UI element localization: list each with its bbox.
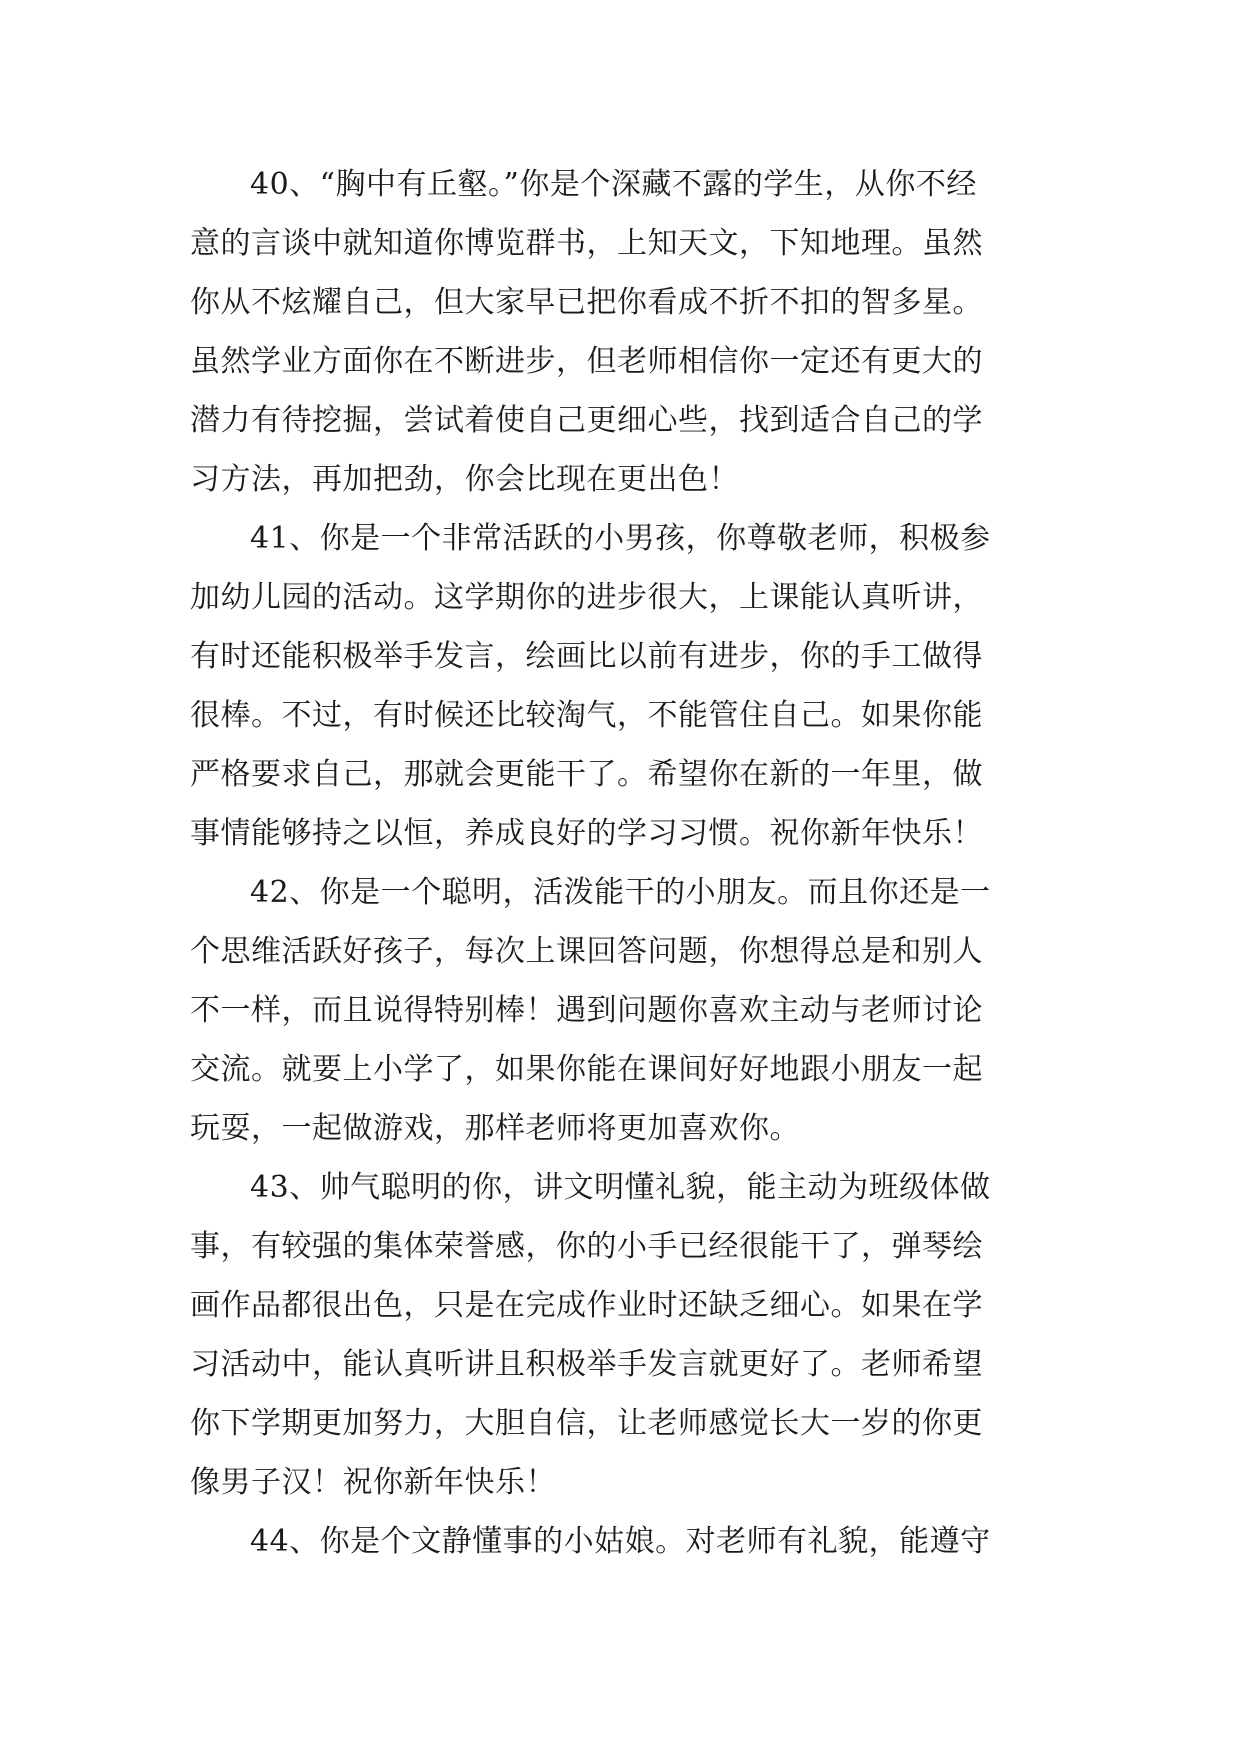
text-line: 个思维活跃好孩子，每次上课回答问题，你想得总是和别人 bbox=[190, 934, 983, 969]
text-line: 画作品都很出色，只是在完成作业时还缺乏细心。如果在学 bbox=[190, 1288, 983, 1323]
text-line: 事情能够持之以恒，养成良好的学习习惯。祝你新年快乐！ bbox=[190, 816, 983, 851]
text-line: 44、你是个文静懂事的小姑娘。对老师有礼貌，能遵守 bbox=[250, 1524, 991, 1559]
text-line: 41、你是一个非常活跃的小男孩，你尊敬老师，积极参 bbox=[250, 521, 991, 556]
paragraph-43 bbox=[190, 1158, 1070, 1512]
text-line: 40、“胸中有丘壑。”你是个深藏不露的学生，从你不经 bbox=[250, 167, 977, 202]
paragraph-44 bbox=[190, 1512, 1070, 1571]
text-line: 交流。就要上小学了，如果你能在课间好好地跟小朋友一起 bbox=[190, 1052, 983, 1087]
text-line: 你下学期更加努力，大胆自信，让老师感觉长大一岁的你更 bbox=[190, 1406, 983, 1441]
paragraph-41 bbox=[190, 509, 1070, 863]
paragraph-40 bbox=[190, 155, 1070, 509]
text-line: 虽然学业方面你在不断进步，但老师相信你一定还有更大的 bbox=[190, 344, 983, 379]
text-line: 不一样，而且说得特别棒！遇到问题你喜欢主动与老师讨论 bbox=[190, 993, 983, 1028]
text-line: 你从不炫耀自己，但大家早已把你看成不折不扣的智多星。 bbox=[190, 285, 983, 320]
text-line: 加幼儿园的活动。这学期你的进步很大，上课能认真听讲， bbox=[190, 580, 983, 615]
text-line: 习方法，再加把劲，你会比现在更出色！ bbox=[190, 462, 739, 497]
text-line: 有时还能积极举手发言，绘画比以前有进步，你的手工做得 bbox=[190, 639, 983, 674]
text-line: 43、帅气聪明的你，讲文明懂礼貌，能主动为班级体做 bbox=[250, 1170, 991, 1205]
paragraph-42 bbox=[190, 863, 1070, 1158]
text-line: 很棒。不过，有时候还比较淘气，不能管住自己。如果你能 bbox=[190, 698, 983, 733]
text-line: 事，有较强的集体荣誉感，你的小手已经很能干了，弹琴绘 bbox=[190, 1229, 983, 1264]
text-line: 42、你是一个聪明，活泼能干的小朋友。而且你还是一 bbox=[250, 875, 991, 910]
text-line: 潜力有待挖掘，尝试着使自己更细心些，找到适合自己的学 bbox=[190, 403, 983, 438]
text-line: 意的言谈中就知道你博览群书，上知天文，下知地理。虽然 bbox=[190, 226, 983, 261]
document-body bbox=[190, 155, 1070, 1571]
text-line: 像男子汉！祝你新年快乐！ bbox=[190, 1465, 556, 1500]
text-line: 玩耍，一起做游戏，那样老师将更加喜欢你。 bbox=[190, 1111, 800, 1146]
text-line: 严格要求自己，那就会更能干了。希望你在新的一年里，做 bbox=[190, 757, 983, 792]
text-line: 习活动中，能认真听讲且积极举手发言就更好了。老师希望 bbox=[190, 1347, 983, 1382]
